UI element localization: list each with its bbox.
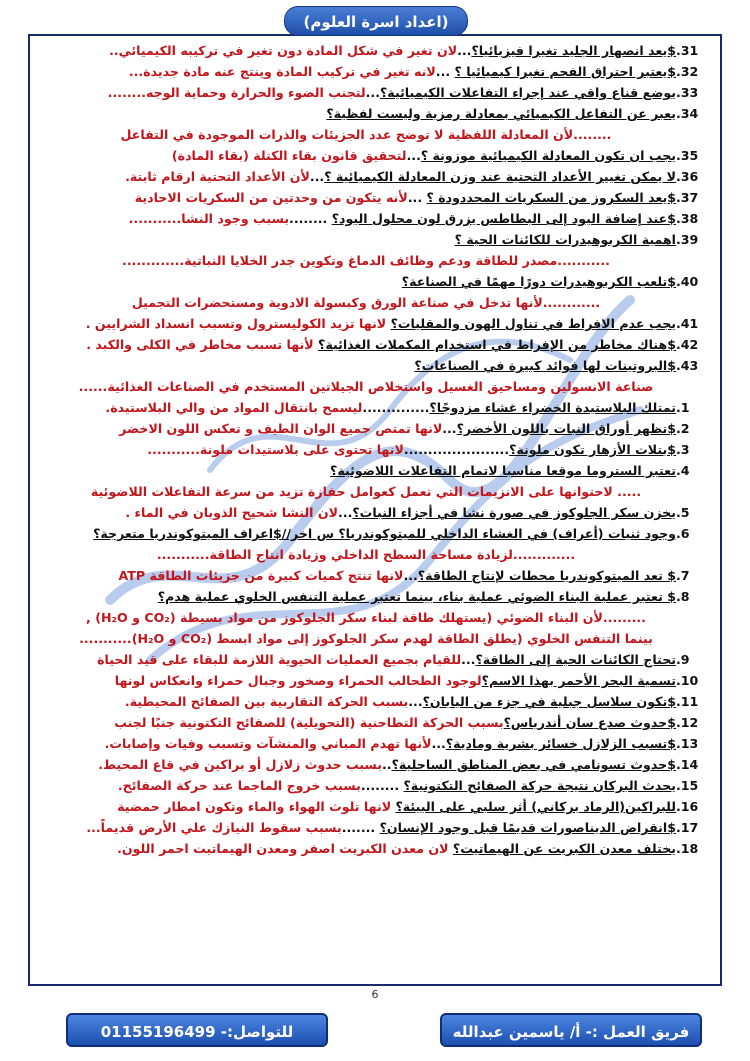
dots: ........	[289, 211, 332, 226]
question-text-line	[42, 712, 676, 733]
question-text-line	[42, 502, 676, 523]
answer-line: ...........مصدر للطاقة ودعم وظائف الدماغ وتكوين جدر الخلايا النباتية.............	[122, 253, 610, 268]
dots: ...	[461, 652, 476, 667]
answer-text: لان معدن الكبريت اصفر ومعدن الهيماتيت احمر اللون.	[117, 841, 449, 856]
question-row	[42, 40, 710, 61]
answer-text: لانها تحتوى على بلاستيدات ملونة...........	[147, 442, 404, 457]
question-text: $حدوث تسونامي في بعض المناطق الساحلية؟	[391, 757, 676, 772]
question-text: وجود ثنيات (أعراف) في الغشاء الداخلي للميتوكوندريا؟ س اخر//$اعراف الميتوكوندريا متعرجة؟	[93, 526, 676, 541]
question-row	[42, 439, 710, 460]
question-number: 40.	[676, 274, 699, 289]
question-number: 15.	[676, 778, 699, 793]
question-row	[42, 754, 710, 775]
question-text-line	[42, 691, 676, 712]
question-text-line	[42, 670, 676, 691]
answer-text: لتحقيق قانون بقاء الكتلة (بقاء المادة)	[171, 148, 407, 163]
question-number: 18.	[676, 841, 699, 856]
question-text-line	[42, 817, 676, 838]
question-number: 6.	[676, 526, 690, 541]
question-text: $يعتبر احتراق الفحم تغيرا كيميائيا ؟	[454, 64, 676, 79]
dots: ...	[457, 43, 472, 58]
answer-text: لأنه يتكون من وحدتين من السكريات الاحادية	[134, 190, 408, 205]
dots: ...	[408, 694, 423, 709]
question-text-line	[42, 166, 676, 187]
question-text: اهمية الكربوهيدرات للكائنات الحية ؟	[454, 232, 676, 247]
question-text-line	[42, 523, 676, 544]
dots: ......................	[403, 442, 510, 457]
question-number: 1.	[676, 400, 690, 415]
question-number: 5.	[676, 505, 690, 520]
answer-line: .........لأن البناء الضوئي (يستهلك طاقة لبناء سكر الجلوكوز من مواد بسيطة (CO₂ و H₂O) ,	[86, 610, 646, 625]
dots: ...	[406, 148, 421, 163]
question-text: لا يمكن تغيير الأعداد التحتية عند وزن المعادلة الكيميائية ؟	[324, 169, 676, 184]
question-text: $البروتينات لها فوائد كبيرة في الصناعات؟	[414, 358, 676, 373]
question-row	[42, 502, 710, 523]
question-text: يوضع قناع واقي عند إجراء التفاعلات الكيميائية؟	[380, 85, 676, 100]
question-number: 41.	[676, 316, 699, 331]
question-text: تحتاج الكائنات الحية إلى الطاقة؟	[475, 652, 676, 667]
header-title: (اعداد اسرة العلوم)	[284, 6, 468, 36]
question-row	[42, 838, 710, 859]
question-row	[42, 817, 710, 838]
answer-text: لأنها تسبب مخاطر في الكلى والكبد .	[86, 337, 314, 352]
answer-text: لتجنب الضوء والحرارة وحماية الوجه........	[107, 85, 366, 100]
answer-text: لوجود الطحالب الحمراء وصخور وجبال حمراء وانعكاس لونها	[114, 673, 482, 688]
question-text: $ تعد الميتوكوندريا محطات لإنتاج الطاقة؟	[417, 568, 676, 583]
question-text: $هناك مخاطر من الإفراط في استخدام المكملات الغذائية؟	[318, 337, 676, 352]
question-row	[42, 586, 710, 607]
answer-text: لأنها تهدم المباني والمنشآت وتسبب وفيات وإصابات.	[104, 736, 432, 751]
dots: ...	[407, 190, 427, 205]
question-text: يجب عدم الافراط في تناول الهون والمقليات؟	[390, 316, 676, 331]
question-text: $ تعتبر عملية البناء الضوئي عملية بناء، بينما تعتبر عملية التنفس الخلوي عملية هدم؟	[157, 589, 676, 604]
answer-text: لان تغير في شكل المادة دون تغير في تركيبه الكيميائي..	[109, 43, 458, 58]
question-text-line	[42, 355, 676, 376]
answer-text: لانه تغير في تركيب المادة وينتج عنه مادة جديدة...	[128, 64, 436, 79]
question-number: 4.	[676, 463, 690, 478]
question-row	[42, 355, 710, 376]
answer-text: لانها تمتص جميع الوان الطيف و تعكس اللون الاخضر	[119, 421, 443, 436]
question-row	[42, 796, 710, 817]
question-text: $بتلات الأزهار تكون ملونة؟	[509, 442, 676, 457]
question-number: 42.	[676, 337, 699, 352]
answer-text: بسبب سقوط النيازك علي الأرض قديماً...	[86, 820, 342, 835]
question-number: 2.	[676, 421, 690, 436]
answer-line: .............لزيادة مساحة السطح الداخلي وزيادة انتاج الطاقة...........	[156, 547, 576, 562]
questions-list	[42, 40, 710, 859]
question-number: 35.	[676, 148, 699, 163]
question-number: 7.	[676, 568, 690, 583]
question-text: تعتبر الستروما موقعا مناسبا لاتمام التفاعلات اللاضوئية؟	[330, 463, 676, 478]
answer-text: لانها تلوث الهواء والماء وتكون امطار حمضية	[117, 799, 392, 814]
question-text-line	[42, 397, 676, 418]
answer-text: لان النشا شحيح الذوبان في الماء .	[125, 505, 338, 520]
answer-text: لانها تنتج كميات كبيرة من جزيئات الطاقة ATP	[118, 568, 404, 583]
question-text-line	[42, 838, 676, 859]
contact-box: للتواصل:- 01155196499	[66, 1013, 328, 1047]
dots: ..	[381, 757, 392, 772]
question-row	[42, 691, 710, 712]
dots: .......	[341, 820, 380, 835]
question-text-line	[42, 271, 676, 292]
question-number: 33.	[676, 85, 699, 100]
question-text: $يعد انصهار الجليد تغيرا فيزيائيا؟	[471, 43, 676, 58]
dots: ...	[442, 421, 457, 436]
question-row	[42, 208, 710, 229]
question-text: $عند إضافة اليود إلى البطاطس يزرق لون محلول اليود؟	[331, 211, 676, 226]
question-text-line	[42, 733, 676, 754]
question-text: $حدوث صدع سان أندرياس؟	[503, 715, 676, 730]
answer-line: ............لأنها تدخل في صناعة الورق وكبسولة الادوية ومستحضرات التجميل	[131, 295, 601, 310]
question-text: يختلف معدن الكبريت عن الهيماتيت؟	[452, 841, 676, 856]
question-text: $يعد السكروز من السكريات المحددودة ؟	[426, 190, 676, 205]
answer-text: لأن الأعداد التحتية ارقام ثابتة.	[125, 169, 310, 184]
question-text-line	[42, 418, 676, 439]
question-text-line	[42, 334, 676, 355]
question-number: 31.	[676, 43, 699, 58]
question-row	[42, 733, 710, 754]
answer-text: لانها تزيد الكوليسترول وتسبب انسداد الشرايين .	[85, 316, 387, 331]
question-text: $تسبب الزلازل خسائر بشرية ومادية؟	[445, 736, 676, 751]
question-text: تمتلك البلاستيدة الخضراء غشاء مزدوجًا؟	[429, 400, 676, 415]
answer-line: بينما التنفس الخلوي (يطلق الطاقة لهدم سكر الجلوكوز إلى مواد ابسط (CO₂ و H₂O)...........	[79, 631, 653, 646]
question-text-line	[42, 61, 676, 82]
question-text-line	[42, 82, 676, 103]
question-number: 34.	[676, 106, 699, 121]
dots: ...	[431, 736, 446, 751]
question-text-line	[42, 439, 676, 460]
question-text: $انقراض الديناصورات قديمًا قبل وجود الإنسان؟	[379, 820, 676, 835]
question-number: 9.	[676, 652, 690, 667]
question-row	[42, 313, 710, 334]
answer-line: ..... لاحتوانها على الانزيمات التي تعمل كعوامل حفازة تزيد من سرعة التفاعلات اللاضوئية	[90, 484, 642, 499]
question-text-line	[42, 796, 676, 817]
answer-text: بسبب حدوث زلازل أو براكين في قاع المحيط.	[98, 757, 382, 772]
question-number: 43.	[676, 358, 699, 373]
question-number: 13.	[676, 736, 699, 751]
question-text: $تلعب الكربوهيدرات دورًا مهمًا في الصناعة؟	[401, 274, 676, 289]
question-number: 39.	[676, 232, 699, 247]
question-text: $تظهر أوراق النبات باللون الأخضر؟	[456, 421, 676, 436]
question-row	[42, 418, 710, 439]
answer-line: صناعة الانسولين ومساحيق الغسيل واستخلاص الجيلاتين المستخدم في الصناعات الغذائية......	[78, 379, 654, 394]
question-text-line	[42, 565, 676, 586]
question-number: 11.	[676, 694, 699, 709]
question-number: 37.	[676, 190, 699, 205]
question-number: 8.	[676, 589, 690, 604]
dots: ...	[403, 568, 418, 583]
question-number: 16.	[676, 799, 699, 814]
answer-text: بسبب خروج الماجما عند حركة الصفائح.	[117, 778, 361, 793]
question-number: 36.	[676, 169, 699, 184]
question-number: 32.	[676, 64, 699, 79]
question-row	[42, 565, 710, 586]
question-text-line	[42, 208, 676, 229]
question-row	[42, 334, 710, 355]
question-number: 10.	[676, 673, 699, 688]
answer-text: بسبب الحركة التقاربية بين الصفائح المحيطية.	[124, 694, 409, 709]
answer-line: ........لأن المعادلة اللفظية لا توضح عدد الجزيئات والذرات الموجودة في التفاعل	[120, 127, 612, 142]
question-row	[42, 523, 710, 544]
dots: ..............	[362, 400, 430, 415]
question-text: يخزن سكر الجلوكوز في صورة نشا في أجزاء النبات؟	[352, 505, 676, 520]
question-row	[42, 397, 710, 418]
question-text-line	[42, 775, 676, 796]
dots: ...	[365, 85, 380, 100]
question-text-line	[42, 586, 676, 607]
question-row	[42, 82, 710, 103]
answer-text: للقيام بجميع العمليات الحيوية اللازمة للبقاء على قيد الحياة	[97, 652, 462, 667]
question-text: يعبر عن التفاعل الكيميائي بمعادلة رمزية وليست لفظية؟	[326, 106, 676, 121]
question-row	[42, 712, 710, 733]
question-text-line	[42, 313, 676, 334]
question-number: 38.	[676, 211, 699, 226]
question-number: 12.	[676, 715, 699, 730]
question-row	[42, 145, 710, 166]
question-text: للبراكين(الرماد بركاني) أثر سلبي على البيئة؟	[395, 799, 676, 814]
answer-text: بسبب الحركة التطاحنية (التحويلية) للصفائح التكتونية جنبًا لجنب	[114, 715, 504, 730]
question-row	[42, 166, 710, 187]
question-text-line	[42, 460, 676, 481]
question-text-line	[42, 187, 676, 208]
question-number: 14.	[676, 757, 699, 772]
question-text-line	[42, 145, 676, 166]
question-text: يحدث البركان نتيجة حركة الصفائح التكتونية؟	[403, 778, 676, 793]
question-row	[42, 460, 710, 481]
question-number: 3.	[676, 442, 690, 457]
question-text-line	[42, 103, 676, 124]
question-text-line	[42, 754, 676, 775]
question-text: $تكون سلاسل جبلية في جزء من اليابان؟	[422, 694, 676, 709]
question-number: 17.	[676, 820, 699, 835]
question-row	[42, 103, 710, 124]
question-row	[42, 187, 710, 208]
question-text: تسمية البحر الأحمر بهذا الاسم؟	[481, 673, 676, 688]
team-box: فريق العمل :- أ/ ياسمين عبدالله	[440, 1013, 702, 1047]
question-row	[42, 775, 710, 796]
question-row	[42, 61, 710, 82]
question-text-line	[42, 229, 676, 250]
question-text: يجب ان تكون المعادلة الكيميائية موزونة ؟	[420, 148, 676, 163]
question-row	[42, 229, 710, 250]
dots: ........	[360, 778, 404, 793]
answer-text: بسبب وجود النشا...........	[128, 211, 290, 226]
dots: ...	[435, 64, 455, 79]
answer-text: ليسمح بانتقال المواد من والي البلاستيدة.	[105, 400, 363, 415]
question-row	[42, 670, 710, 691]
question-row	[42, 271, 710, 292]
dots: ...	[309, 169, 325, 184]
question-text-line	[42, 649, 676, 670]
dots: ...	[338, 505, 353, 520]
page-number: 6	[371, 988, 379, 1001]
question-row	[42, 649, 710, 670]
question-text-line	[42, 40, 676, 61]
